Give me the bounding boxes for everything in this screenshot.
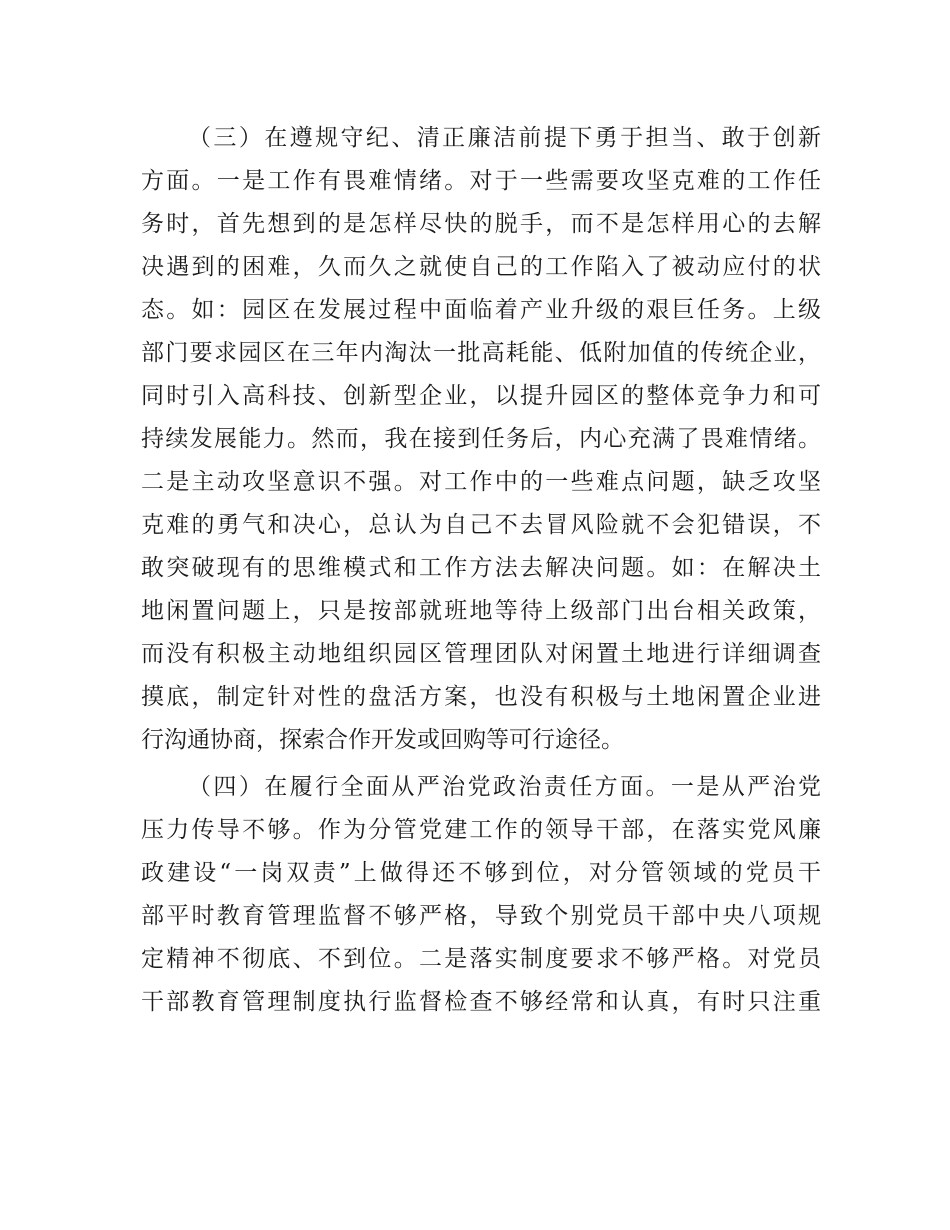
paragraph-line: 地闲置问题上，只是按部就班地等待上级部门出台相关政策， [141, 598, 821, 624]
paragraph-line: 摸底，制定针对性的盘活方案，也没有积极与土地闲置企业进 [141, 684, 821, 710]
paragraph-line: 态。如：园区在发展过程中面临着产业升级的艰巨任务。上级 [141, 297, 821, 323]
paragraph-line: 同时引入高科技、创新型企业，以提升园区的整体竞争力和可 [141, 383, 821, 409]
paragraph-line: 方面。一是工作有畏难情绪。对于一些需要攻坚克难的工作任 [141, 168, 821, 194]
paragraph-line: 敢突破现有的思维模式和工作方法去解决问题。如：在解决土 [141, 555, 821, 581]
paragraph-line: 压力传导不够。作为分管党建工作的领导干部，在落实党风廉 [141, 817, 821, 843]
paragraph-line: 政建设“一岗双责”上做得还不够到位，对分管领域的党员干 [141, 860, 821, 886]
paragraph-line: 部平时教育管理监督不够严格，导致个别党员干部中央八项规 [141, 903, 821, 929]
paragraph-line: 克难的勇气和决心，总认为自己不去冒风险就不会犯错误，不 [141, 512, 821, 538]
paragraph-line: 二是主动攻坚意识不强。对工作中的一些难点问题，缺乏攻坚 [141, 469, 821, 495]
paragraph-line: 行沟通协商，探索合作开发或回购等可行途径。 [141, 727, 624, 753]
paragraph-line: （三）在遵规守纪、清正廉洁前提下勇于担当、敢于创新 [188, 125, 821, 151]
paragraph-line: 而没有积极主动地组织园区管理团队对闲置土地进行详细调查 [141, 641, 821, 667]
paragraph-line: 持续发展能力。然而，我在接到任务后，内心充满了畏难情绪。 [141, 426, 821, 452]
paragraph-line: 决遇到的困难，久而久之就使自己的工作陷入了被动应付的状 [141, 254, 821, 280]
paragraph-line: 定精神不彻底、不到位。二是落实制度要求不够严格。对党员 [141, 946, 821, 972]
paragraph-line: 务时，首先想到的是怎样尽快的脱手，而不是怎样用心的去解 [141, 211, 821, 237]
paragraph-line: 干部教育管理制度执行监督检查不够经常和认真，有时只注重 [141, 989, 821, 1015]
paragraph-line: 部门要求园区在三年内淘汰一批高耗能、低附加值的传统企业， [141, 340, 821, 366]
paragraph-line: （四）在履行全面从严治党政治责任方面。一是从严治党 [188, 774, 821, 800]
